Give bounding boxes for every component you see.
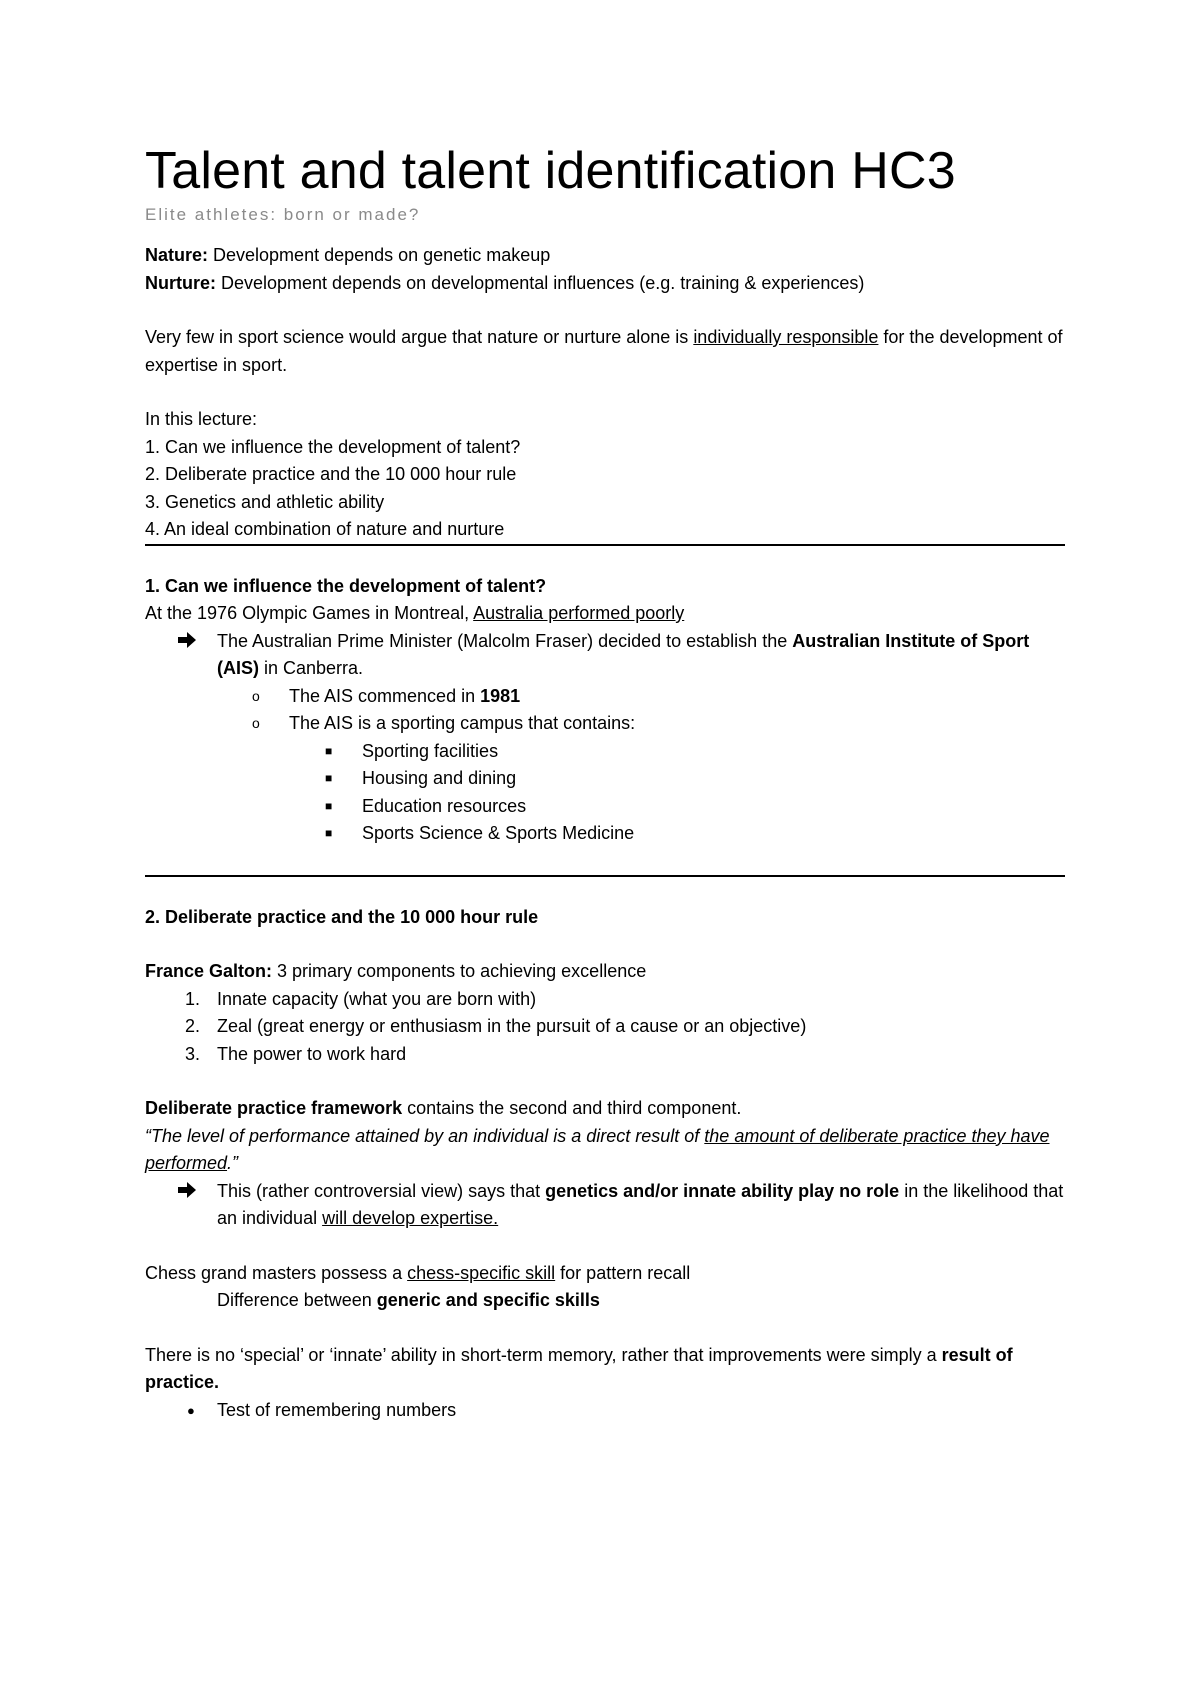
nurture-text: Development depends on developmental influences (e.g. training & experiences) <box>216 272 865 293</box>
controversial-text-mid: in the likelihood that an individual <box>217 1180 1064 1228</box>
galton-line <box>145 958 1065 986</box>
ais-text-end: in Canberra. <box>259 658 364 678</box>
memory-bold: result of practice. <box>145 1344 1013 1392</box>
arrow-bullet <box>145 628 217 656</box>
quote-paragraph <box>145 1123 1065 1178</box>
controversial-text: This (rather controversial view) says that <box>217 1180 546 1201</box>
campus-item-text: Housing and dining <box>362 768 517 788</box>
ais-bold: Australian Institute of Sport (AIS) <box>217 630 1030 678</box>
square-bullet: ■ <box>325 826 333 840</box>
square-bullet: ■ <box>325 771 333 785</box>
sub-item <box>145 710 1065 738</box>
component-item <box>145 1013 1065 1041</box>
lecture-item: 4. An ideal combination of nature and nurture <box>145 519 505 539</box>
component-item <box>145 986 1065 1014</box>
olympics-underlined: Australia performed poorly <box>473 603 685 623</box>
memory-text: There is no ‘special’ or ‘innate’ ability in short-term memory, rather that improvements were simply a <box>145 1344 942 1365</box>
campus-item <box>145 820 1065 848</box>
arrow-item-text <box>217 1178 1065 1233</box>
campus-item <box>145 738 1065 766</box>
bullet-item <box>145 1397 1065 1425</box>
campus-item-text: Education resources <box>362 795 527 816</box>
arrow-right-icon <box>177 630 197 650</box>
nature-label: Nature: <box>145 245 209 265</box>
list-number: 2. <box>185 1016 201 1036</box>
document-subtitle: Elite athletes: born or made? <box>145 205 421 224</box>
nature-definition <box>145 242 1065 270</box>
component-item <box>145 1041 1065 1069</box>
list-number: 1. <box>185 988 201 1009</box>
framework-bold: Deliberate practice framework <box>145 1098 403 1118</box>
lecture-item: 3. Genetics and athletic ability <box>145 491 385 512</box>
difference-text: Difference between <box>217 1290 377 1310</box>
round-bullet: ● <box>187 1402 195 1418</box>
circle-bullet: o <box>252 687 260 704</box>
ais-text: The Australian Prime Minister (Malcolm Fraser) decided to establish the <box>217 630 793 651</box>
chess-line <box>145 1260 1065 1288</box>
ais-commenced-text: The AIS commenced in <box>289 685 481 706</box>
olympics-line <box>145 600 1065 628</box>
intro-underlined: individually responsible <box>693 327 879 347</box>
intro-paragraph <box>145 324 1065 379</box>
controversial-underlined: will develop expertise. <box>322 1208 499 1228</box>
square-bullet: ■ <box>325 743 333 758</box>
controversial-bold: genetics and/or innate ability play no role <box>545 1180 900 1201</box>
nurture-label: Nurture: <box>145 272 216 293</box>
component-text: Zeal (great energy or enthusiasm in the pursuit of a cause or an objective) <box>217 1016 807 1036</box>
sub-item-text: The AIS is a sporting campus that contains: <box>289 713 636 733</box>
section2-heading: 2. Deliberate practice and the 10 000 hour rule <box>145 906 539 927</box>
document-page <box>145 140 1065 1424</box>
chess-text: Chess grand masters possess a <box>145 1262 408 1283</box>
difference-bold: generic and specific skills <box>376 1290 600 1310</box>
circle-bullet: o <box>252 715 260 731</box>
sub-item <box>145 683 1065 711</box>
campus-item-text: Sporting facilities <box>362 740 499 761</box>
arrow-item <box>145 1178 1065 1233</box>
lecture-heading: In this lecture: <box>145 409 258 429</box>
lecture-item: 1. Can we influence the development of talent? <box>145 436 521 457</box>
memory-paragraph <box>145 1342 1065 1397</box>
nature-text: Development depends on genetic makeup <box>208 245 551 265</box>
galton-text: 3 primary components to achieving excellence <box>272 961 647 981</box>
sub-item-text <box>289 683 520 711</box>
list-number: 3. <box>185 1043 201 1064</box>
galton-label: France Galton: <box>145 961 273 981</box>
chess-underlined: chess-specific skill <box>407 1262 556 1283</box>
framework-line <box>145 1095 1065 1123</box>
arrow-right-icon <box>177 1180 197 1200</box>
component-text: Innate capacity (what you are born with) <box>217 988 537 1009</box>
intro-text-end: for the development of expertise in sport. <box>145 327 1063 375</box>
quote-text: “The level of performance attained by an individual is a direct result of <box>145 1125 705 1146</box>
chess-text-end: for pattern recall <box>555 1262 691 1283</box>
square-bullet: ■ <box>325 798 333 813</box>
olympics-text: At the 1976 Olympic Games in Montreal, <box>145 603 474 623</box>
component-text: The power to work hard <box>217 1043 407 1064</box>
document-title: Talent and talent identification HC3 <box>145 142 956 200</box>
campus-item <box>145 765 1065 793</box>
quote-end: .” <box>227 1153 239 1173</box>
quote-underlined: the amount of deliberate practice they have performed <box>145 1125 1050 1173</box>
ais-year: 1981 <box>480 685 521 706</box>
framework-text: contains the second and third component. <box>402 1098 742 1118</box>
bullet-item-text: Test of remembering numbers <box>217 1399 457 1420</box>
nurture-definition <box>145 270 1065 298</box>
arrow-bullet <box>145 1178 217 1206</box>
arrow-item-text <box>217 628 1065 683</box>
arrow-item <box>145 628 1065 683</box>
intro-text: Very few in sport science would argue that nature or nurture alone is <box>145 327 694 347</box>
campus-item-text: Sports Science & Sports Medicine <box>362 823 635 843</box>
lecture-item: 2. Deliberate practice and the 10 000 hour rule <box>145 464 517 484</box>
difference-line <box>145 1287 1065 1315</box>
campus-item <box>145 793 1065 821</box>
section1-heading: 1. Can we influence the development of talent? <box>145 575 547 596</box>
